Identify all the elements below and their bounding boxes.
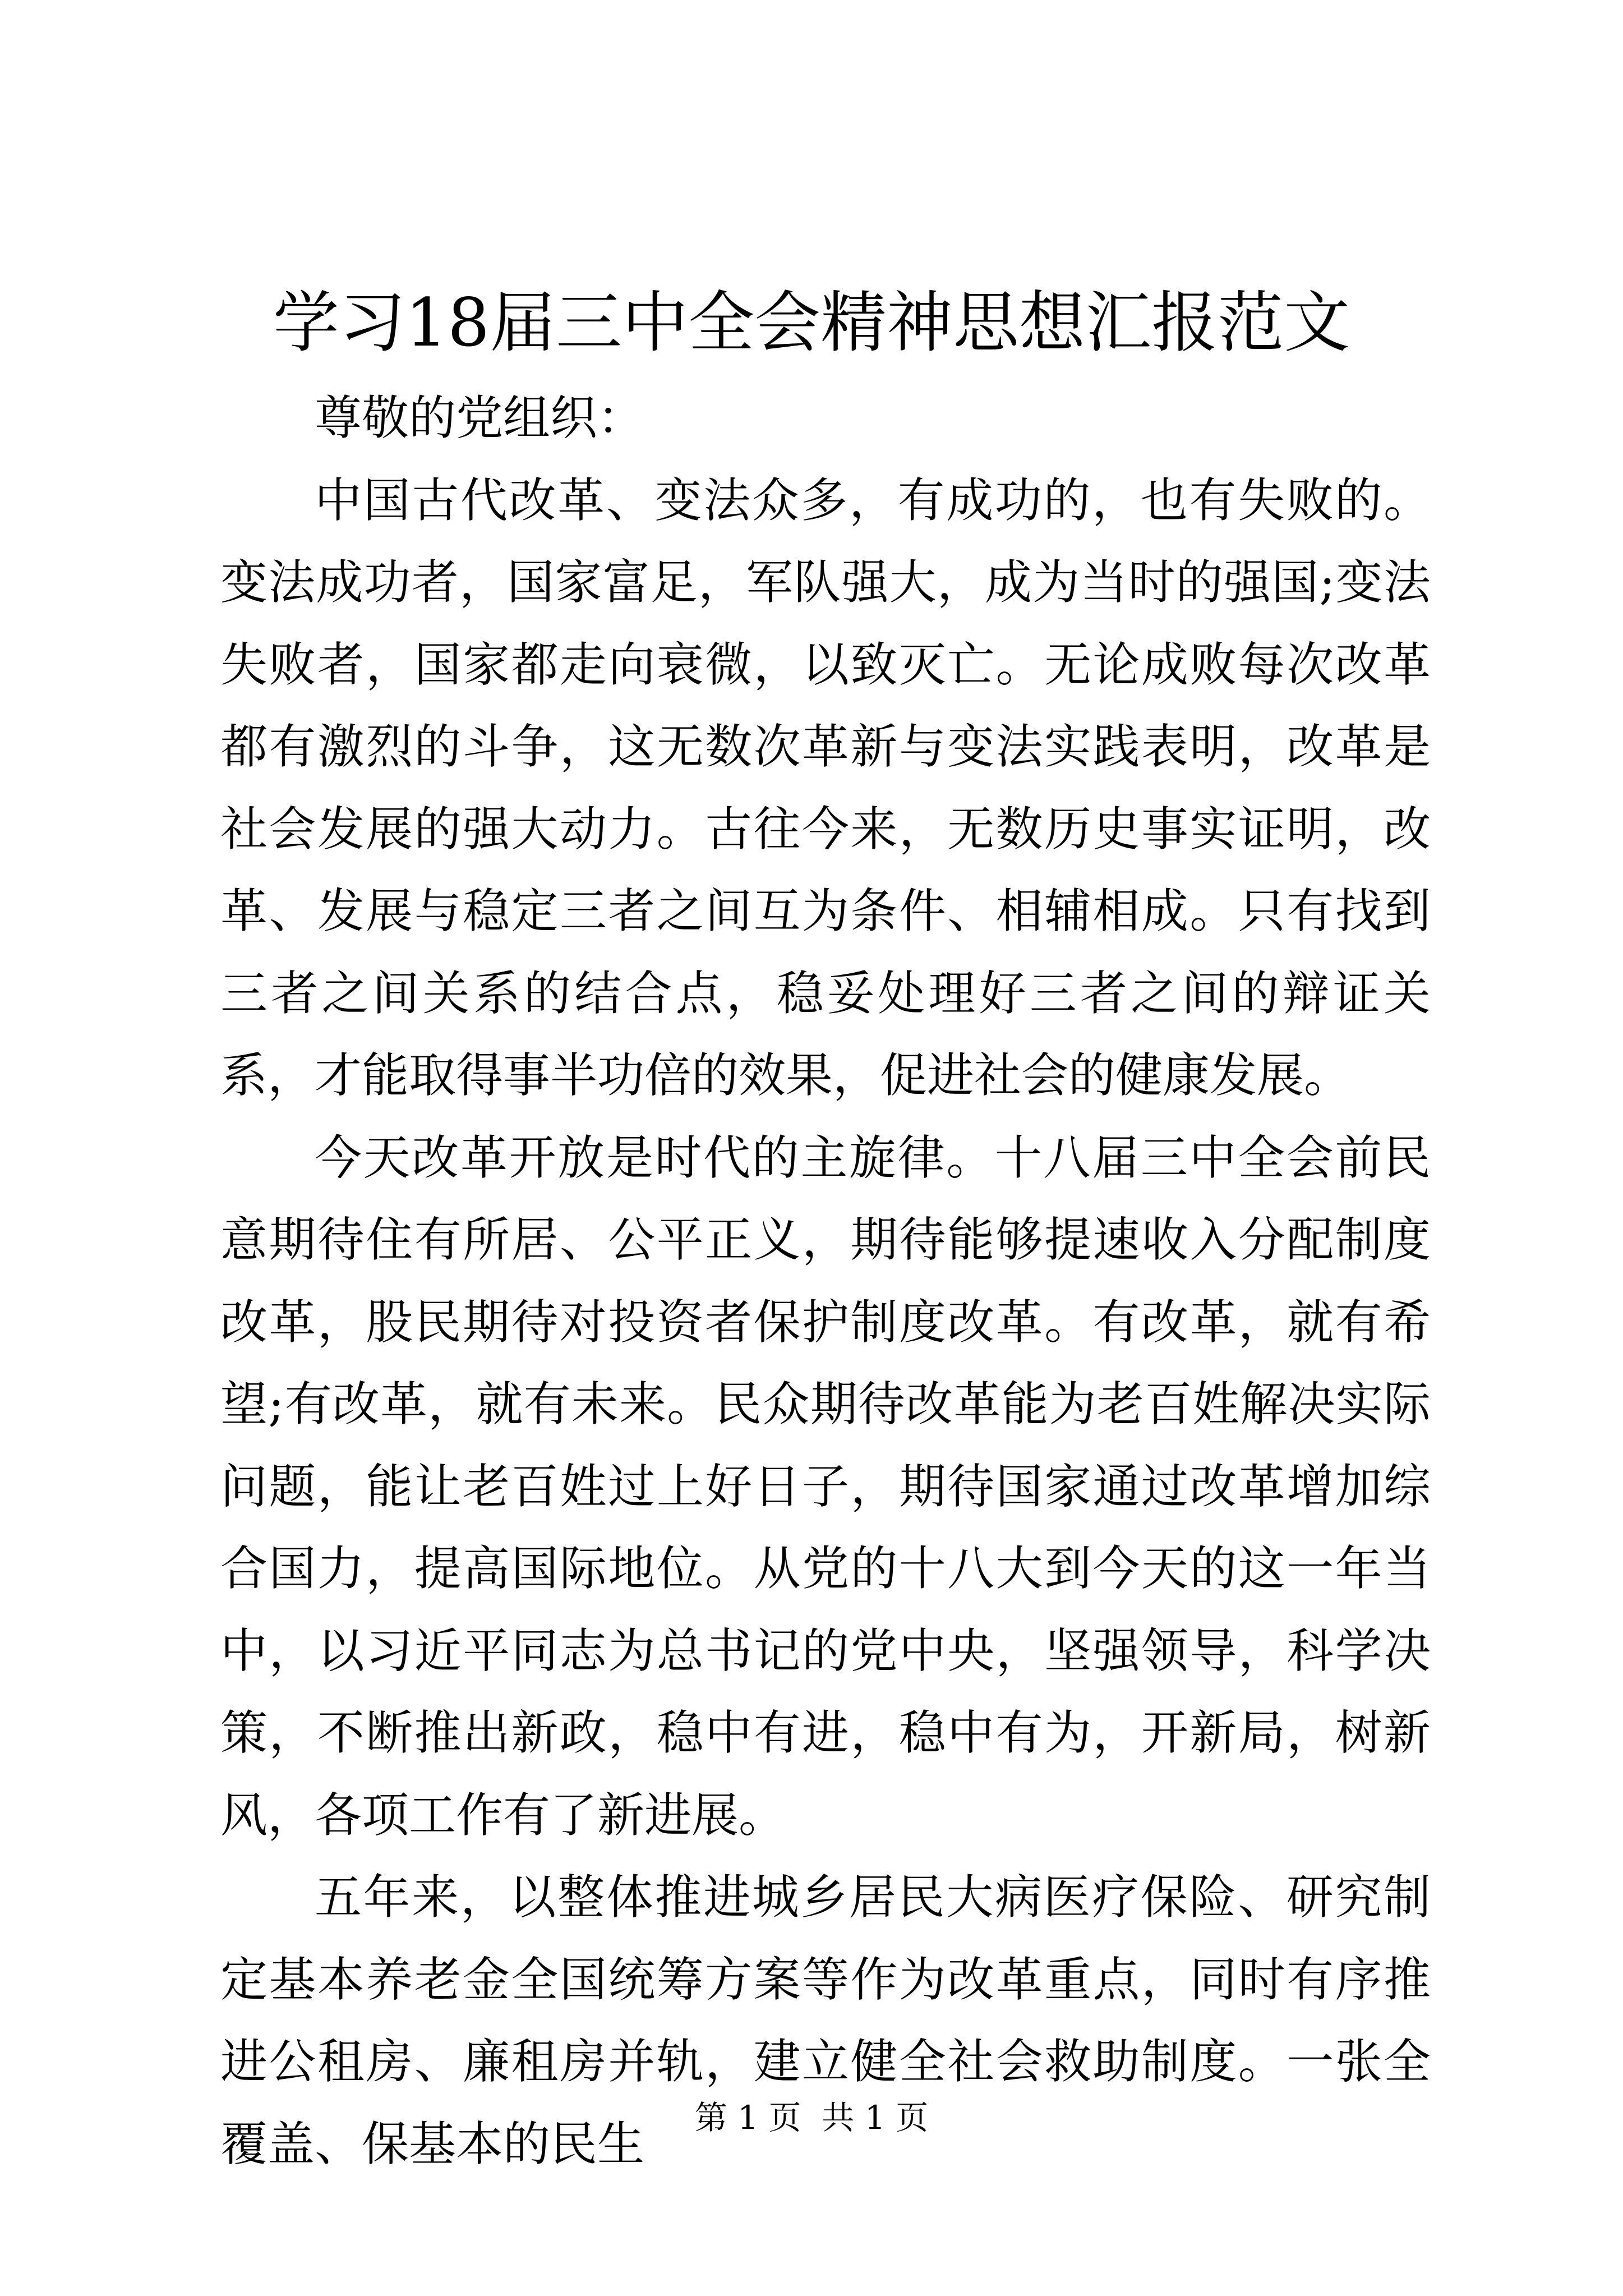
- body-paragraph-3: 五年来，以整体推进城乡居民大病医疗保险、研究制定基本养老金全国统筹方案等作为改革重点，同时有序推进公租房、廉租房并轨，建立健全社会救助制度。一张全覆盖、保基本的民生: [220, 1870, 1431, 2171]
- page-footer: 第 1 页 共 1 页: [694, 2099, 929, 2137]
- body-paragraph-2: 今天改革开放是时代的主旋律。十八届三中全会前民意期待住有所居、公平正义，期待能够提速收入分配制度改革，股民期待对投资者保护制度改革。有改革，就有希望;有改革，就有未来。民众期待改革能为老百姓解决实际问题，能让老百姓过上好日子，期待国家通过改革增加综合国力，提高国际地位。从党的十八大到今天的这一年当中，以习近平同志为总书记的党中央，坚强领导，科学决策，不断推出新政，稳中有进，稳中有为，开新局，树新风，各项工作有了新进展。: [220, 1130, 1431, 1843]
- salutation-paragraph: 尊敬的党组织：: [315, 390, 645, 445]
- body-paragraph-1: 中国古代改革、变法众多，有成功的，也有失败的。变法成功者，国家富足，军队强大，成为当时的强国;变法失败者，国家都走向衰微，以致灭亡。无论成败每次改革都有激烈的斗争，这无数次革新与变法实践表明，改革是社会发展的强大动力。古往今来，无数历史事实证明，改革、发展与稳定三者之间互为条件、相辅相成。只有找到三者之间关系的结合点，稳妥处理好三者之间的辩证关系，才能取得事半功倍的效果，促进社会的健康发展。: [220, 472, 1431, 1103]
- document-title: 学习18届三中全会精神思想汇报范文: [273, 284, 1350, 361]
- document-body: [220, 377, 1431, 2185]
